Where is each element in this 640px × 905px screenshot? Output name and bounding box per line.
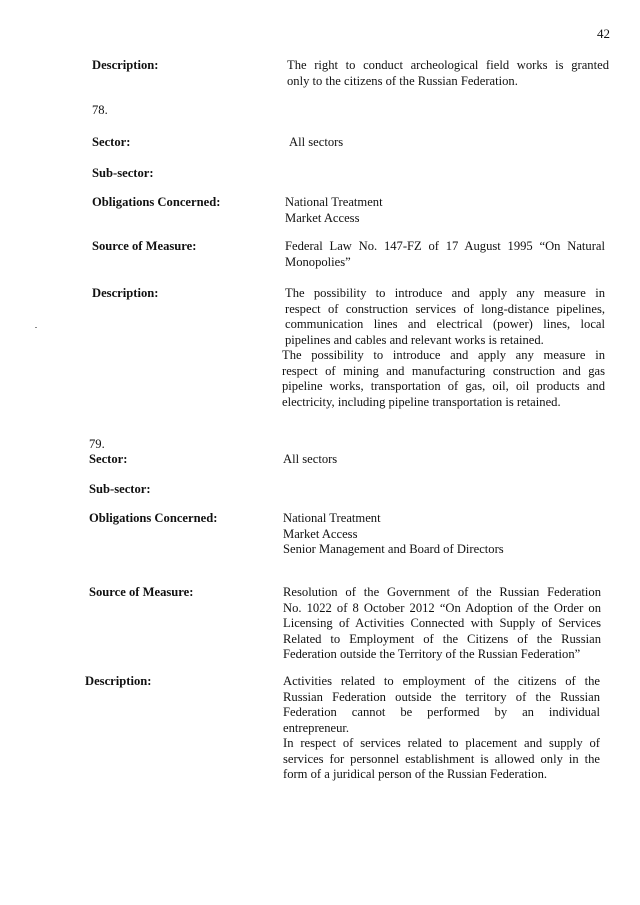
text-line: Federation cannot be performed by an individual	[283, 705, 600, 719]
entry-79-description-p1	[283, 674, 600, 736]
entry-78-source-text	[285, 239, 605, 270]
entry-78-sub-sector-label: Sub-sector:	[92, 166, 154, 180]
text-line: The possibility to introduce and apply any measure in	[285, 286, 605, 300]
text-line: pipelines and cables and relevant works is retained.	[285, 332, 544, 347]
entry-79-description-p2	[283, 736, 600, 783]
text-line: Licensing of Activities Connected with Supply of Services	[283, 616, 601, 630]
entry-79-obligations-label: Obligations Concerned:	[89, 511, 218, 525]
text-line: respect of construction services of long-distance pipelines,	[285, 301, 605, 316]
entry-79-sector-label: Sector:	[89, 452, 128, 466]
text-line: only to the citizens of the Russian Federation.	[287, 73, 518, 88]
entry-78-description-p1	[285, 286, 605, 348]
obligation-item: National Treatment	[283, 511, 381, 525]
stray-mark	[35, 327, 37, 328]
obligation-item: Market Access	[283, 526, 358, 541]
entry-79-obligations-value	[283, 511, 603, 558]
text-line: pipeline works, transportation of gas, oil, oil products and	[282, 379, 605, 393]
entry-78-sector-value: All sectors	[289, 135, 344, 149]
text-line: entrepreneur.	[283, 720, 350, 735]
text-line: Monopolies”	[285, 254, 351, 269]
entry-79-sub-sector-label: Sub-sector:	[89, 482, 151, 496]
entry-78-description-label: Description:	[92, 286, 159, 300]
entry-79-source-text	[283, 585, 601, 663]
text-line: Resolution of the Government of the Russian Federation	[283, 585, 601, 599]
page-number: 42	[597, 26, 610, 41]
obligation-item: Market Access	[285, 210, 360, 225]
text-line: services for personnel establishment is allowed only in the	[283, 751, 600, 766]
entry-77-description-label: Description:	[92, 58, 159, 72]
text-line: electricity, including pipeline transportation is retained.	[282, 394, 561, 409]
text-line: Federal Law No. 147-FZ of 17 August 1995 “On Natural	[285, 239, 605, 253]
text-line: respect of mining and manufacturing construction and gas	[282, 363, 605, 378]
obligation-item: Senior Management and Board of Directors	[283, 542, 504, 556]
entry-79-source-label: Source of Measure:	[89, 585, 194, 599]
text-line: form of a juridical person of the Russian Federation.	[283, 767, 548, 781]
text-line: Russian Federation outside the territory of the Russian	[283, 689, 600, 704]
text-line: Related to Employment of the Citizens of the Russian	[283, 631, 601, 646]
entry-78-obligations-label: Obligations Concerned:	[92, 195, 221, 209]
text-line: Federation outside the Territory of the Russian Federation”	[283, 647, 581, 661]
entry-78-source-label: Source of Measure:	[92, 239, 197, 253]
entry-79-sector-value: All sectors	[283, 452, 338, 466]
entry-79-description-label: Description:	[85, 674, 152, 688]
text-line: communication lines and electrical (power) lines, local	[285, 317, 605, 331]
text-line: No. 1022 of 8 October 2012 “On Adoption of the Order on	[283, 600, 601, 615]
entry-78-obligations-value	[285, 195, 605, 226]
entry-78-sector-label: Sector:	[92, 135, 131, 149]
entry-77-description-text	[287, 58, 609, 89]
entry-78-description-p2	[282, 348, 605, 410]
text-line: The possibility to introduce and apply any measure in	[282, 348, 605, 362]
text-line: The right to conduct archeological field works is granted	[287, 58, 609, 72]
obligation-item: National Treatment	[285, 195, 383, 209]
entry-79-number: 79.	[89, 437, 105, 451]
text-line: Activities related to employment of the citizens of the	[283, 674, 600, 688]
text-line: In respect of services related to placement and supply of	[283, 736, 600, 750]
entry-78-number: 78.	[92, 103, 108, 117]
